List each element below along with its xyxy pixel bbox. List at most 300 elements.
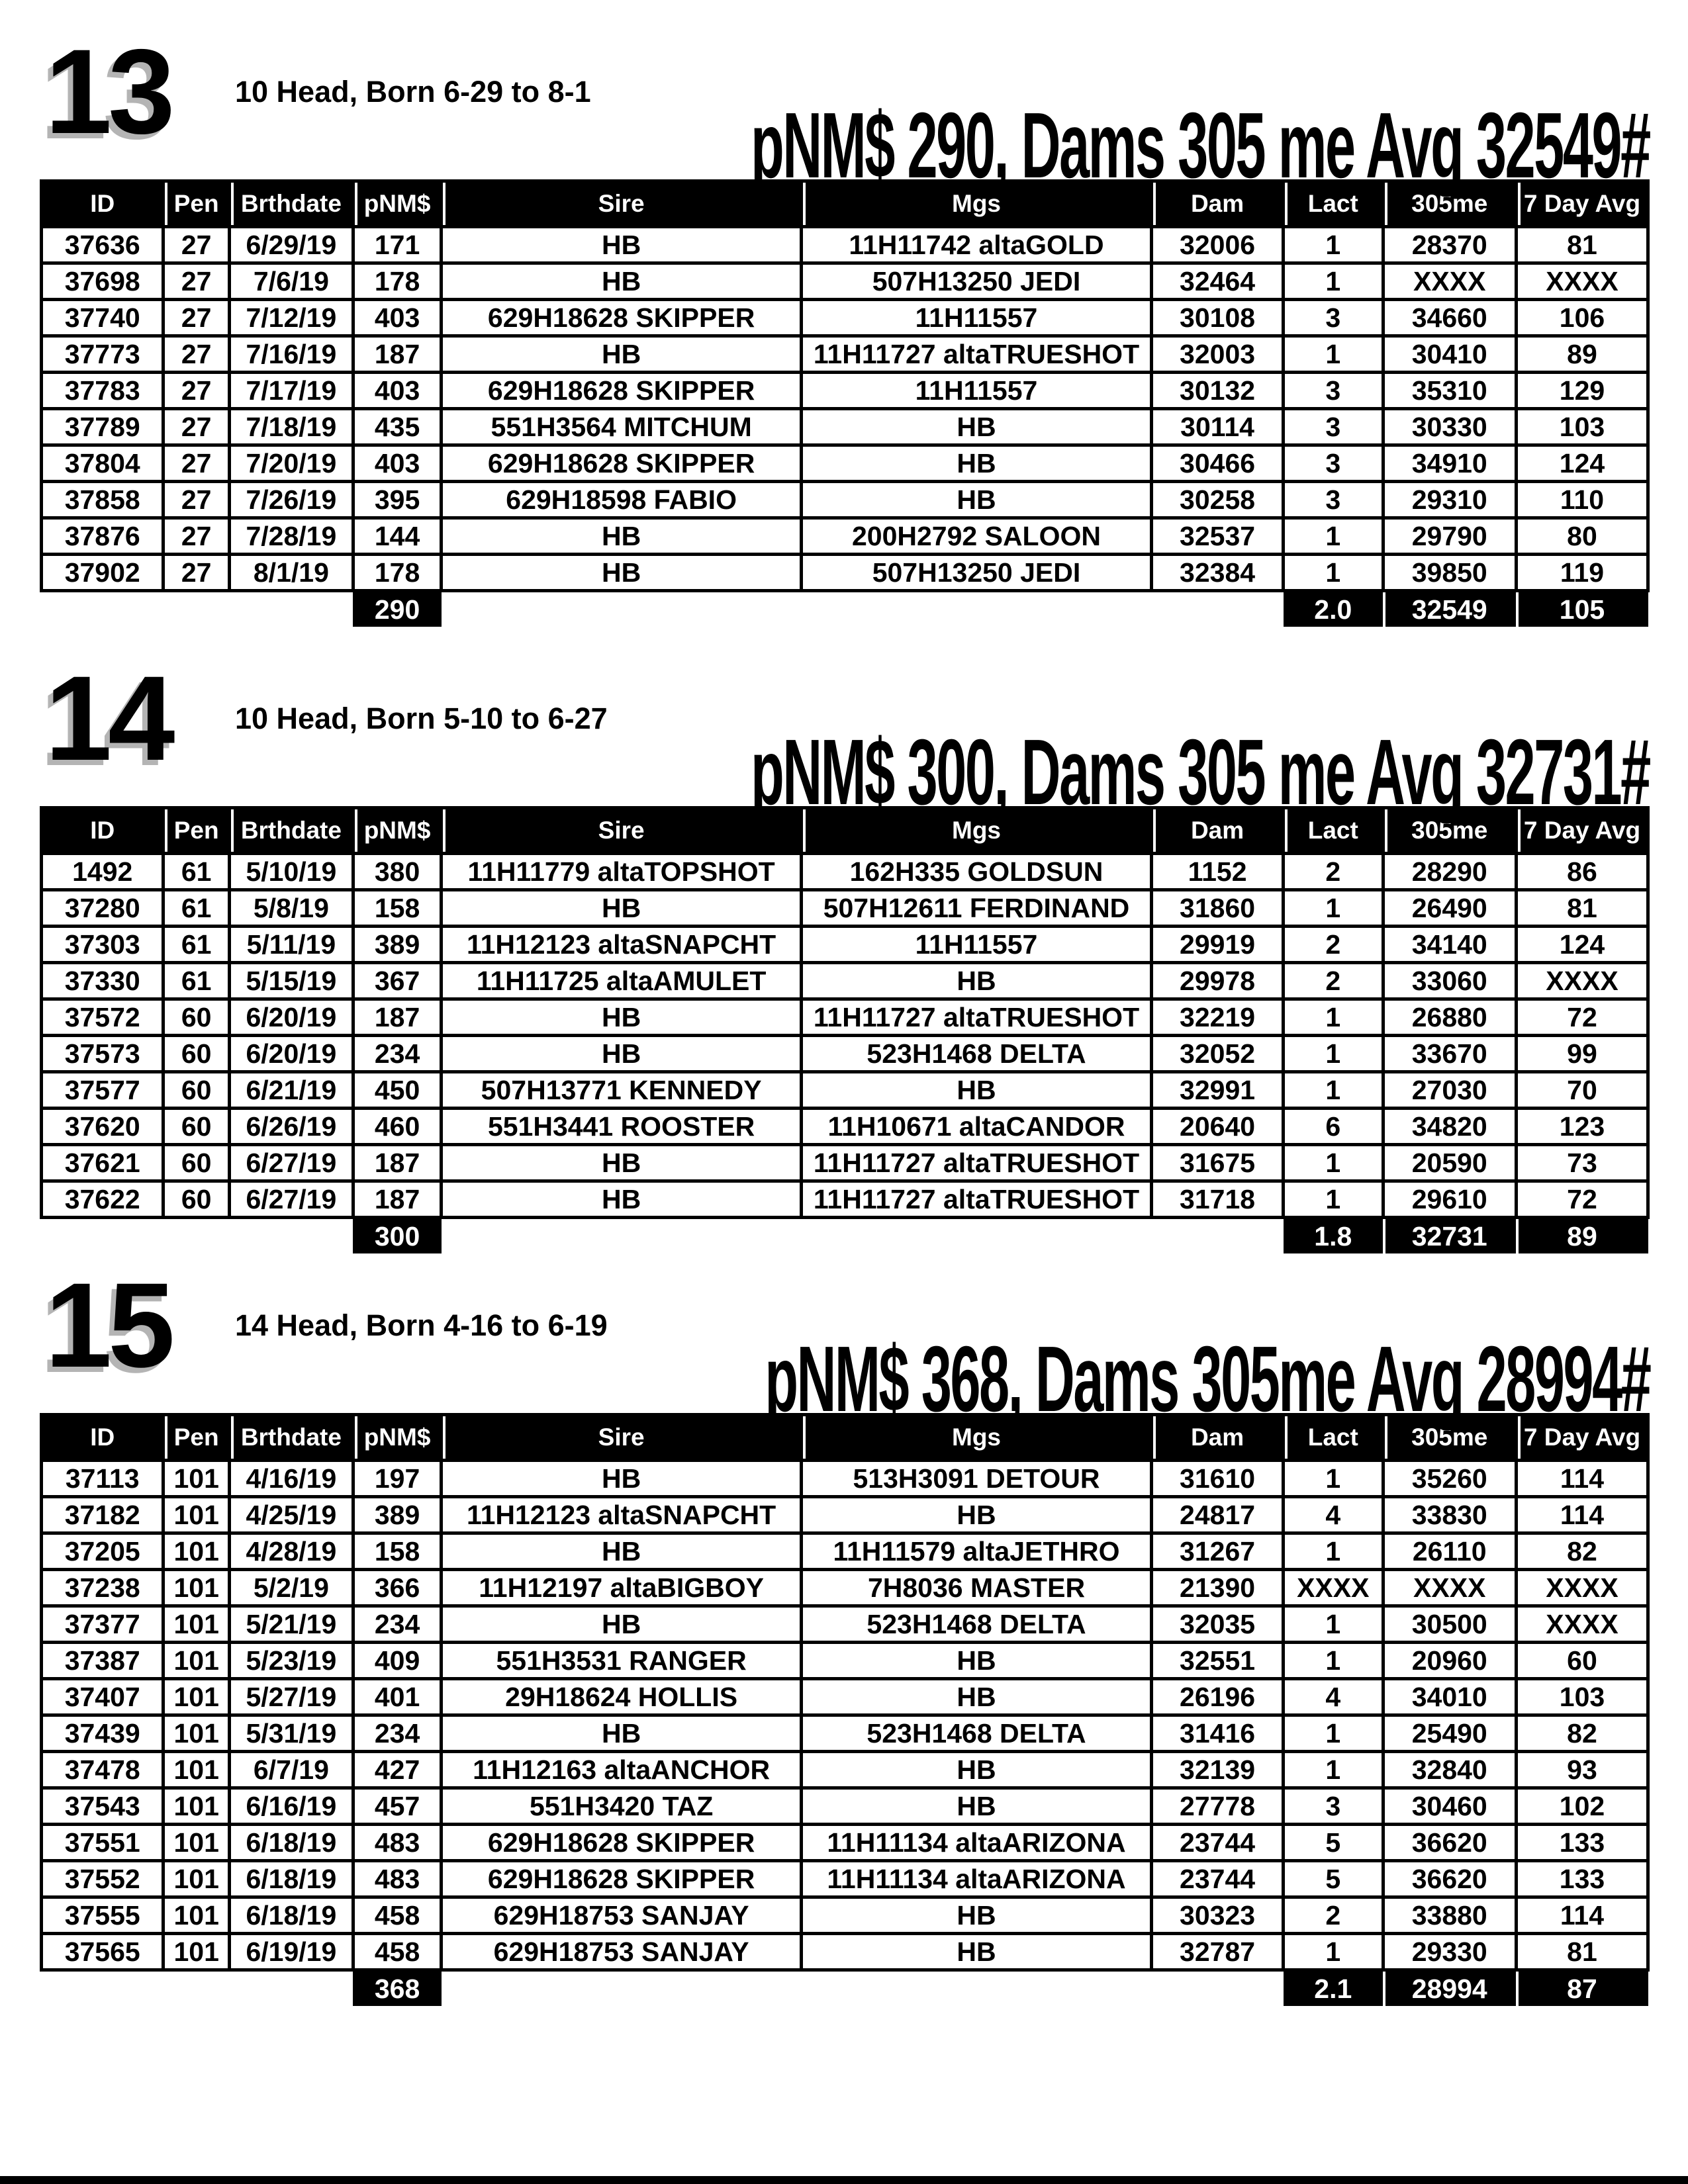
cell-pnm: 427 bbox=[353, 1752, 441, 1788]
cell-brthdate: 5/21/19 bbox=[229, 1606, 353, 1643]
cell-305me: 34820 bbox=[1383, 1109, 1516, 1145]
cell-7dayavg: 99 bbox=[1516, 1036, 1648, 1072]
cell-mgs: 11H11134 altaARIZONA bbox=[801, 1861, 1151, 1897]
cell-pnm: 457 bbox=[353, 1788, 441, 1825]
cell-dam: 32139 bbox=[1152, 1752, 1284, 1788]
cell-id: 37552 bbox=[42, 1861, 164, 1897]
cell-pen: 101 bbox=[164, 1788, 230, 1825]
cell-id: 37773 bbox=[42, 336, 164, 373]
cell-brthdate: 5/2/19 bbox=[229, 1570, 353, 1606]
cell-pnm: 483 bbox=[353, 1825, 441, 1861]
cell-7dayavg: 60 bbox=[1516, 1643, 1648, 1679]
cell-mgs: 11H11742 altaGOLD bbox=[801, 227, 1151, 263]
cell-id: 37387 bbox=[42, 1643, 164, 1679]
col-lact: Lact bbox=[1284, 1415, 1383, 1461]
cell-dam: 23744 bbox=[1152, 1861, 1284, 1897]
cell-dam: 32991 bbox=[1152, 1072, 1284, 1109]
cell-pnm: 197 bbox=[353, 1461, 441, 1497]
cell-lact: 1 bbox=[1284, 555, 1383, 591]
cell-lact: 2 bbox=[1284, 854, 1383, 890]
table-row bbox=[42, 890, 1648, 927]
cell-pnm: 187 bbox=[353, 999, 441, 1036]
cell-7dayavg: 102 bbox=[1516, 1788, 1648, 1825]
cell-sire: 551H3441 ROOSTER bbox=[442, 1109, 802, 1145]
cell-dam: 30108 bbox=[1152, 300, 1284, 336]
cell-brthdate: 7/18/19 bbox=[229, 409, 353, 445]
cell-brthdate: 6/27/19 bbox=[229, 1181, 353, 1218]
cell-dam: 30466 bbox=[1152, 445, 1284, 482]
cell-brthdate: 7/28/19 bbox=[229, 518, 353, 555]
cell-lact: 1 bbox=[1284, 890, 1383, 927]
table-footer bbox=[42, 1970, 1648, 2007]
cell-mgs: 11H11727 altaTRUESHOT bbox=[801, 1181, 1151, 1218]
cell-id: 37573 bbox=[42, 1036, 164, 1072]
cell-sire: 11H12197 altaBIGBOY bbox=[442, 1570, 802, 1606]
cell-sire: 629H18628 SKIPPER bbox=[442, 373, 802, 409]
lact-avg: 1.8 bbox=[1284, 1218, 1383, 1254]
table-row bbox=[42, 1036, 1648, 1072]
cell-pen: 101 bbox=[164, 1861, 230, 1897]
cell-305me: 29330 bbox=[1383, 1934, 1516, 1970]
cell-305me: 36620 bbox=[1383, 1825, 1516, 1861]
cell-mgs: HB bbox=[801, 1752, 1151, 1788]
cell-brthdate: 6/18/19 bbox=[229, 1825, 353, 1861]
cell-brthdate: 4/25/19 bbox=[229, 1497, 353, 1533]
cell-pen: 101 bbox=[164, 1533, 230, 1570]
cell-pen: 60 bbox=[164, 1036, 230, 1072]
cell-305me: 33060 bbox=[1383, 963, 1516, 999]
cell-id: 37858 bbox=[42, 482, 164, 518]
cell-7dayavg: 103 bbox=[1516, 409, 1648, 445]
table-row bbox=[42, 1181, 1648, 1218]
table-row bbox=[42, 1461, 1648, 1497]
cell-dam: 29978 bbox=[1152, 963, 1284, 999]
cell-lact: 5 bbox=[1284, 1861, 1383, 1897]
cell-dam: 26196 bbox=[1152, 1679, 1284, 1715]
cell-305me: 28370 bbox=[1383, 227, 1516, 263]
cell-brthdate: 5/27/19 bbox=[229, 1679, 353, 1715]
cell-pen: 101 bbox=[164, 1606, 230, 1643]
cell-lact: 1 bbox=[1284, 1715, 1383, 1752]
table-row bbox=[42, 373, 1648, 409]
cell-id: 37620 bbox=[42, 1109, 164, 1145]
table-row bbox=[42, 518, 1648, 555]
cell-dam: 30114 bbox=[1152, 409, 1284, 445]
305me-avg: 32549 bbox=[1383, 591, 1516, 627]
cell-pnm: 187 bbox=[353, 336, 441, 373]
cell-305me: 25490 bbox=[1383, 1715, 1516, 1752]
table-row bbox=[42, 1643, 1648, 1679]
table-row bbox=[42, 1934, 1648, 1970]
cell-id: 37330 bbox=[42, 963, 164, 999]
cell-pnm: 401 bbox=[353, 1679, 441, 1715]
cell-mgs: 523H1468 DELTA bbox=[801, 1606, 1151, 1643]
table-footer bbox=[42, 1218, 1648, 1254]
cell-sire: HB bbox=[442, 263, 802, 300]
cell-dam: 31610 bbox=[1152, 1461, 1284, 1497]
cell-sire: 629H18628 SKIPPER bbox=[442, 1825, 802, 1861]
cell-mgs: 11H11557 bbox=[801, 300, 1151, 336]
cell-7dayavg: 133 bbox=[1516, 1825, 1648, 1861]
cell-7dayavg: 114 bbox=[1516, 1497, 1648, 1533]
lot-section-14 bbox=[40, 651, 1650, 1253]
cell-pen: 60 bbox=[164, 1145, 230, 1181]
cell-pen: 101 bbox=[164, 1825, 230, 1861]
col-brthdate: Brthdate bbox=[229, 1415, 353, 1461]
col-pen: Pen bbox=[164, 808, 230, 854]
table-row bbox=[42, 1715, 1648, 1752]
pnm-avg: 300 bbox=[353, 1218, 441, 1254]
table-row bbox=[42, 445, 1648, 482]
7day-avg: 87 bbox=[1516, 1970, 1648, 2007]
cell-305me: 33830 bbox=[1383, 1497, 1516, 1533]
cell-7dayavg: 81 bbox=[1516, 227, 1648, 263]
lot-section-13 bbox=[40, 24, 1650, 627]
cell-lact: 1 bbox=[1284, 336, 1383, 373]
cell-id: 37377 bbox=[42, 1606, 164, 1643]
cell-pnm: 450 bbox=[353, 1072, 441, 1109]
table-row bbox=[42, 1072, 1648, 1109]
cell-305me: 30460 bbox=[1383, 1788, 1516, 1825]
cell-305me: 20590 bbox=[1383, 1145, 1516, 1181]
cell-sire: HB bbox=[442, 1181, 802, 1218]
cell-mgs: 11H11727 altaTRUESHOT bbox=[801, 999, 1151, 1036]
col-305me: 305me bbox=[1383, 808, 1516, 854]
cell-305me: 39850 bbox=[1383, 555, 1516, 591]
cell-lact: 1 bbox=[1284, 1606, 1383, 1643]
cell-mgs: HB bbox=[801, 1679, 1151, 1715]
cell-lact: 6 bbox=[1284, 1109, 1383, 1145]
cell-305me: 35260 bbox=[1383, 1461, 1516, 1497]
cell-305me: 26880 bbox=[1383, 999, 1516, 1036]
col-7dayavg: 7 Day Avg bbox=[1516, 808, 1648, 854]
col-id: ID bbox=[42, 1415, 164, 1461]
cell-7dayavg: 70 bbox=[1516, 1072, 1648, 1109]
cell-mgs: 11H11557 bbox=[801, 927, 1151, 963]
cell-sire: 11H12163 altaANCHOR bbox=[442, 1752, 802, 1788]
col-305me: 305me bbox=[1383, 1415, 1516, 1461]
cell-lact: 1 bbox=[1284, 1643, 1383, 1679]
cell-pnm: 403 bbox=[353, 445, 441, 482]
cell-7dayavg: XXXX bbox=[1516, 1570, 1648, 1606]
table-row bbox=[42, 227, 1648, 263]
cell-lact: 1 bbox=[1284, 518, 1383, 555]
table-row bbox=[42, 963, 1648, 999]
cell-mgs: 11H11727 altaTRUESHOT bbox=[801, 336, 1151, 373]
cell-pen: 27 bbox=[164, 518, 230, 555]
cell-7dayavg: 119 bbox=[1516, 555, 1648, 591]
cell-sire: 29H18624 HOLLIS bbox=[442, 1679, 802, 1715]
cell-id: 37439 bbox=[42, 1715, 164, 1752]
cell-305me: 33670 bbox=[1383, 1036, 1516, 1072]
col-mgs: Mgs bbox=[801, 808, 1151, 854]
cell-7dayavg: XXXX bbox=[1516, 1606, 1648, 1643]
cell-dam: 32035 bbox=[1152, 1606, 1284, 1643]
cell-id: 37783 bbox=[42, 373, 164, 409]
cell-pen: 101 bbox=[164, 1752, 230, 1788]
lot-summary-text: pNM$ 290, Dams 305 me Avg 32549# bbox=[751, 93, 1650, 198]
cell-7dayavg: 103 bbox=[1516, 1679, 1648, 1715]
table-row bbox=[42, 1109, 1648, 1145]
page-bottom-rule bbox=[0, 2176, 1688, 2184]
cell-lact: 1 bbox=[1284, 1181, 1383, 1218]
cell-brthdate: 6/21/19 bbox=[229, 1072, 353, 1109]
cell-dam: 32787 bbox=[1152, 1934, 1284, 1970]
cell-brthdate: 5/31/19 bbox=[229, 1715, 353, 1752]
cell-dam: 32537 bbox=[1152, 518, 1284, 555]
col-mgs: Mgs bbox=[801, 181, 1151, 227]
cell-id: 37303 bbox=[42, 927, 164, 963]
cell-pen: 101 bbox=[164, 1497, 230, 1533]
col-pnm: pNM$ bbox=[353, 808, 441, 854]
cell-dam: 32219 bbox=[1152, 999, 1284, 1036]
cell-pen: 101 bbox=[164, 1679, 230, 1715]
col-pen: Pen bbox=[164, 1415, 230, 1461]
cell-lact: 4 bbox=[1284, 1497, 1383, 1533]
cell-pnm: 389 bbox=[353, 927, 441, 963]
table-row bbox=[42, 555, 1648, 591]
cell-id: 37577 bbox=[42, 1072, 164, 1109]
cell-305me: 34660 bbox=[1383, 300, 1516, 336]
cell-mgs: HB bbox=[801, 445, 1151, 482]
cell-pen: 27 bbox=[164, 409, 230, 445]
cell-mgs: HB bbox=[801, 1497, 1151, 1533]
cell-305me: 28290 bbox=[1383, 854, 1516, 890]
cell-dam: 20640 bbox=[1152, 1109, 1284, 1145]
cell-brthdate: 5/15/19 bbox=[229, 963, 353, 999]
cell-sire: HB bbox=[442, 1715, 802, 1752]
cell-sire: 551H3531 RANGER bbox=[442, 1643, 802, 1679]
cell-pnm: 460 bbox=[353, 1109, 441, 1145]
cell-mgs: 513H3091 DETOUR bbox=[801, 1461, 1151, 1497]
cell-pnm: 234 bbox=[353, 1606, 441, 1643]
cell-pnm: 234 bbox=[353, 1036, 441, 1072]
cell-305me: 30500 bbox=[1383, 1606, 1516, 1643]
lact-avg: 2.1 bbox=[1284, 1970, 1383, 2007]
cell-sire: 629H18628 SKIPPER bbox=[442, 1861, 802, 1897]
cell-305me: 34910 bbox=[1383, 445, 1516, 482]
cell-lact: 4 bbox=[1284, 1679, 1383, 1715]
table-row bbox=[42, 409, 1648, 445]
cell-pnm: 458 bbox=[353, 1897, 441, 1934]
cell-mgs: HB bbox=[801, 1788, 1151, 1825]
cell-pnm: 178 bbox=[353, 555, 441, 591]
cell-pen: 61 bbox=[164, 963, 230, 999]
cell-mgs: 507H12611 FERDINAND bbox=[801, 890, 1151, 927]
col-id: ID bbox=[42, 181, 164, 227]
cell-id: 37182 bbox=[42, 1497, 164, 1533]
cell-pen: 60 bbox=[164, 1109, 230, 1145]
col-7dayavg: 7 Day Avg bbox=[1516, 1415, 1648, 1461]
cell-7dayavg: 123 bbox=[1516, 1109, 1648, 1145]
cell-brthdate: 8/1/19 bbox=[229, 555, 353, 591]
cell-sire: HB bbox=[442, 999, 802, 1036]
cell-mgs: HB bbox=[801, 963, 1151, 999]
cell-pnm: 435 bbox=[353, 409, 441, 445]
cell-lact: 1 bbox=[1284, 1036, 1383, 1072]
cell-305me: XXXX bbox=[1383, 1570, 1516, 1606]
cell-pnm: 395 bbox=[353, 482, 441, 518]
cell-7dayavg: 82 bbox=[1516, 1533, 1648, 1570]
head-count-line: 10 Head, Born 5-10 to 6-27 bbox=[235, 702, 608, 735]
lot-14-table bbox=[40, 806, 1650, 1253]
cell-brthdate: 6/18/19 bbox=[229, 1861, 353, 1897]
col-brthdate: Brthdate bbox=[229, 181, 353, 227]
cell-7dayavg: 86 bbox=[1516, 854, 1648, 890]
lot-15-header bbox=[40, 1257, 1650, 1432]
cell-id: 37478 bbox=[42, 1752, 164, 1788]
cell-sire: HB bbox=[442, 227, 802, 263]
cell-lact: 1 bbox=[1284, 263, 1383, 300]
cell-lact: 1 bbox=[1284, 1072, 1383, 1109]
lot-15-table bbox=[40, 1413, 1650, 2006]
cell-brthdate: 7/17/19 bbox=[229, 373, 353, 409]
cell-id: 37621 bbox=[42, 1145, 164, 1181]
cell-305me: 36620 bbox=[1383, 1861, 1516, 1897]
table-row bbox=[42, 1825, 1648, 1861]
cell-id: 37551 bbox=[42, 1825, 164, 1861]
cell-id: 37572 bbox=[42, 999, 164, 1036]
cell-lact: 3 bbox=[1284, 373, 1383, 409]
cell-305me: 35310 bbox=[1383, 373, 1516, 409]
cell-mgs: HB bbox=[801, 1897, 1151, 1934]
cell-pen: 101 bbox=[164, 1570, 230, 1606]
cell-lact: XXXX bbox=[1284, 1570, 1383, 1606]
footer-row bbox=[42, 591, 1648, 627]
col-pnm: pNM$ bbox=[353, 1415, 441, 1461]
cell-7dayavg: 72 bbox=[1516, 1181, 1648, 1218]
lact-avg: 2.0 bbox=[1284, 591, 1383, 627]
cell-pen: 27 bbox=[164, 555, 230, 591]
cell-7dayavg: 133 bbox=[1516, 1861, 1648, 1897]
cell-brthdate: 6/7/19 bbox=[229, 1752, 353, 1788]
cell-305me: 20960 bbox=[1383, 1643, 1516, 1679]
cell-sire: 629H18753 SANJAY bbox=[442, 1934, 802, 1970]
cell-brthdate: 7/6/19 bbox=[229, 263, 353, 300]
cell-id: 37113 bbox=[42, 1461, 164, 1497]
cell-sire: 629H18753 SANJAY bbox=[442, 1897, 802, 1934]
table-row bbox=[42, 263, 1648, 300]
cell-lact: 1 bbox=[1284, 1145, 1383, 1181]
cell-pen: 27 bbox=[164, 300, 230, 336]
cell-sire: HB bbox=[442, 890, 802, 927]
7day-avg: 105 bbox=[1516, 591, 1648, 627]
cell-mgs: 7H8036 MASTER bbox=[801, 1570, 1151, 1606]
cell-sire: HB bbox=[442, 1145, 802, 1181]
cell-pnm: 158 bbox=[353, 1533, 441, 1570]
cell-pen: 27 bbox=[164, 445, 230, 482]
cell-pnm: 403 bbox=[353, 373, 441, 409]
cell-7dayavg: 106 bbox=[1516, 300, 1648, 336]
cell-mgs: 507H13250 JEDI bbox=[801, 555, 1151, 591]
cell-7dayavg: 110 bbox=[1516, 482, 1648, 518]
cell-sire: 551H3564 MITCHUM bbox=[442, 409, 802, 445]
cell-id: 37636 bbox=[42, 227, 164, 263]
cell-7dayavg: 82 bbox=[1516, 1715, 1648, 1752]
cell-pnm: 389 bbox=[353, 1497, 441, 1533]
cell-dam: 30132 bbox=[1152, 373, 1284, 409]
lot-number: 14 bbox=[45, 651, 171, 786]
col-sire: Sire bbox=[442, 1415, 802, 1461]
cell-id: 37565 bbox=[42, 1934, 164, 1970]
cell-sire: 629H18628 SKIPPER bbox=[442, 445, 802, 482]
lot-section-15 bbox=[40, 1257, 1650, 2006]
cell-dam: 31718 bbox=[1152, 1181, 1284, 1218]
lot-summary-text: pNM$ 300, Dams 305 me Avg 32731# bbox=[751, 720, 1650, 825]
cell-sire: 507H13771 KENNEDY bbox=[442, 1072, 802, 1109]
footer-row bbox=[42, 1218, 1648, 1254]
cell-pen: 61 bbox=[164, 890, 230, 927]
cell-pen: 60 bbox=[164, 1181, 230, 1218]
cell-lact: 3 bbox=[1284, 482, 1383, 518]
cell-pen: 27 bbox=[164, 482, 230, 518]
cell-7dayavg: 124 bbox=[1516, 445, 1648, 482]
cell-brthdate: 6/27/19 bbox=[229, 1145, 353, 1181]
cell-brthdate: 6/18/19 bbox=[229, 1897, 353, 1934]
cell-dam: 31860 bbox=[1152, 890, 1284, 927]
cell-sire: HB bbox=[442, 1533, 802, 1570]
cell-7dayavg: 72 bbox=[1516, 999, 1648, 1036]
cell-pnm: 178 bbox=[353, 263, 441, 300]
cell-dam: 31675 bbox=[1152, 1145, 1284, 1181]
cell-7dayavg: 73 bbox=[1516, 1145, 1648, 1181]
cell-brthdate: 6/20/19 bbox=[229, 999, 353, 1036]
col-sire: Sire bbox=[442, 181, 802, 227]
cell-7dayavg: 80 bbox=[1516, 518, 1648, 555]
cell-id: 37698 bbox=[42, 263, 164, 300]
cell-mgs: 11H10671 altaCANDOR bbox=[801, 1109, 1151, 1145]
col-sire: Sire bbox=[442, 808, 802, 854]
cell-lact: 1 bbox=[1284, 999, 1383, 1036]
cell-7dayavg: 81 bbox=[1516, 1934, 1648, 1970]
cell-lact: 1 bbox=[1284, 1461, 1383, 1497]
cell-brthdate: 6/16/19 bbox=[229, 1788, 353, 1825]
cell-brthdate: 5/10/19 bbox=[229, 854, 353, 890]
cell-sire: HB bbox=[442, 1606, 802, 1643]
cell-brthdate: 7/12/19 bbox=[229, 300, 353, 336]
table-body bbox=[42, 1461, 1648, 1970]
cell-pnm: 458 bbox=[353, 1934, 441, 1970]
col-id: ID bbox=[42, 808, 164, 854]
lot-14-header bbox=[40, 651, 1650, 825]
cell-305me: 34140 bbox=[1383, 927, 1516, 963]
305me-avg: 32731 bbox=[1383, 1218, 1516, 1254]
cell-pnm: 409 bbox=[353, 1643, 441, 1679]
cell-brthdate: 5/8/19 bbox=[229, 890, 353, 927]
cell-7dayavg: 89 bbox=[1516, 336, 1648, 373]
cell-pen: 27 bbox=[164, 263, 230, 300]
cell-pen: 61 bbox=[164, 854, 230, 890]
col-lact: Lact bbox=[1284, 808, 1383, 854]
cell-lact: 1 bbox=[1284, 227, 1383, 263]
table-row bbox=[42, 1897, 1648, 1934]
cell-mgs: HB bbox=[801, 409, 1151, 445]
table-row bbox=[42, 854, 1648, 890]
cell-brthdate: 4/28/19 bbox=[229, 1533, 353, 1570]
cell-lact: 3 bbox=[1284, 300, 1383, 336]
cell-pnm: 187 bbox=[353, 1145, 441, 1181]
cell-id: 37280 bbox=[42, 890, 164, 927]
lot-number: 15 bbox=[45, 1257, 171, 1392]
col-pen: Pen bbox=[164, 181, 230, 227]
cell-dam: 32464 bbox=[1152, 263, 1284, 300]
col-7dayavg: 7 Day Avg bbox=[1516, 181, 1648, 227]
cell-brthdate: 7/26/19 bbox=[229, 482, 353, 518]
lot-13-table bbox=[40, 179, 1650, 627]
cell-pnm: 483 bbox=[353, 1861, 441, 1897]
305me-avg: 28994 bbox=[1383, 1970, 1516, 2007]
cell-sire: HB bbox=[442, 336, 802, 373]
